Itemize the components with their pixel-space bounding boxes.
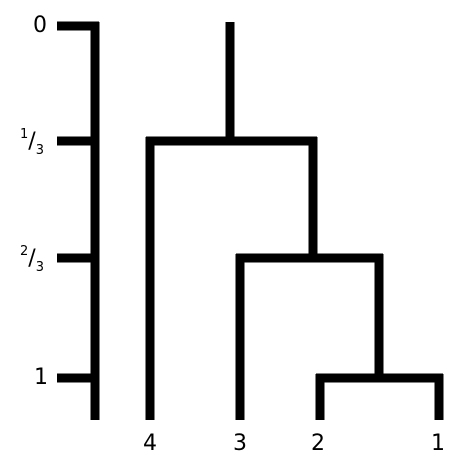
axis-label-0: 0 — [33, 13, 47, 38]
axis-label-1: 1 — [34, 365, 48, 390]
leaf-label-4: 4 — [143, 431, 157, 456]
axis-label-2-3-denominator: 3 — [35, 260, 44, 275]
axis-label-2-3-numerator: 2 — [20, 244, 29, 259]
axis-label-1-3-denominator: 3 — [35, 143, 44, 158]
axis-label-2-3: $^2/_3$ — [20, 244, 44, 275]
leaf-label-1: 1 — [431, 431, 445, 456]
leaf-label-3: 3 — [233, 431, 247, 456]
axis-label-1-3-numerator: 1 — [20, 127, 29, 142]
axis-label-1-3: $^1/_3$ — [20, 127, 44, 158]
leaf-label-2: 2 — [311, 431, 325, 456]
